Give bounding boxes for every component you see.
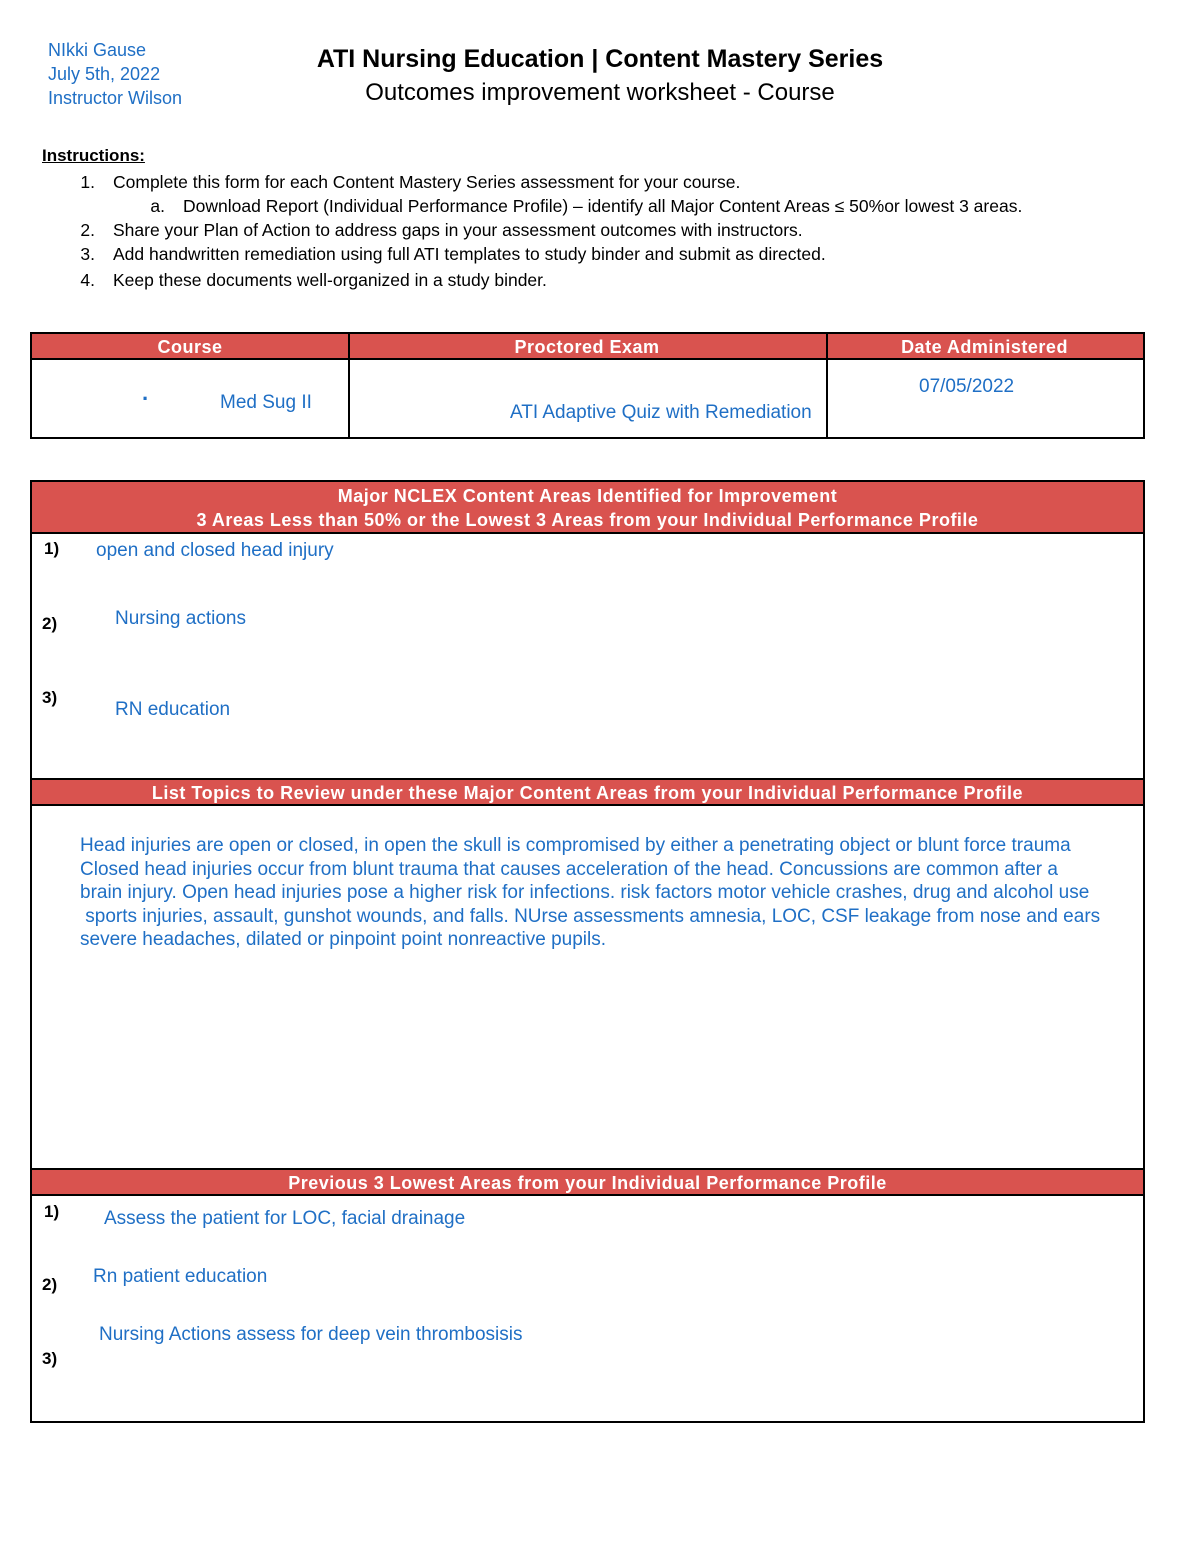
topics-line: severe headaches, dilated or pinpoint point nonreactive pupils. [80, 929, 607, 950]
exam-column-header: Proctored Exam [514, 337, 660, 357]
instructor-name: Instructor Wilson [48, 88, 183, 108]
previous-area-entry: Rn patient education [93, 1266, 268, 1287]
course-value: Med Sug II [220, 392, 312, 413]
topics-header: List Topics to Review under these Major Content Areas from your Individual Performance Profile [32, 778, 1143, 806]
column-divider [348, 334, 350, 437]
page-title: ATI Nursing Education | Content Mastery Series [316, 45, 884, 73]
instruction-text: Share your Plan of Action to address gaps in your assessment outcomes with instructors. [113, 220, 803, 240]
bullet-mark: · [142, 386, 150, 411]
content-areas-box [30, 480, 1145, 1423]
student-date: July 5th, 2022 [48, 64, 161, 84]
topics-line: Head injuries are open or closed, in open the skull is compromised by either a penetrating object or blunt force trauma [80, 835, 1071, 856]
instruction-number: 4. [80, 270, 95, 290]
major-area-number: 1) [44, 539, 60, 558]
major-areas-header-line1: Major NCLEX Content Areas Identified for Improvement [337, 486, 838, 506]
major-area-entry: RN education [115, 699, 231, 720]
course-column-header: Course [157, 337, 223, 357]
student-name: NIkki Gause [48, 40, 147, 60]
date-value: 07/05/2022 [919, 376, 1015, 397]
topics-line: Closed head injuries occur from blunt trauma that causes acceleration of the head. Concussions are common after a [80, 858, 1058, 880]
major-areas-header [32, 482, 1143, 534]
previous-header: Previous 3 Lowest Areas from your Individual Performance Profile [32, 1168, 1143, 1196]
major-area-number: 3) [42, 688, 58, 707]
previous-area-number: 2) [42, 1275, 58, 1294]
date-column-header: Date Administered [901, 337, 1068, 357]
page-subtitle: Outcomes improvement worksheet - Course [365, 79, 835, 106]
previous-area-number: 3) [42, 1349, 58, 1368]
previous-area-entry: Nursing Actions assess for deep vein thrombosisis [99, 1324, 523, 1345]
major-area-entry: Nursing actions [115, 608, 246, 629]
exam-table-header [32, 334, 1143, 360]
topics-text [80, 834, 1100, 952]
instruction-text: Download Report (Individual Performance Profile) – identify all Major Content Areas ≤ 50%or lowest 3 areas. [183, 196, 1023, 216]
column-divider [826, 334, 828, 437]
instructions-heading: Instructions: [42, 146, 145, 165]
exam-table [30, 332, 1145, 439]
instruction-number: a. [150, 196, 165, 216]
previous-area-number: 1) [44, 1202, 60, 1221]
major-area-entry: open and closed head injury [96, 540, 334, 561]
major-areas-header-line2: 3 Areas Less than 50% or the Lowest 3 Areas from your Individual Performance Profile [196, 510, 979, 530]
instruction-text: Complete this form for each Content Mastery Series assessment for your course. [113, 172, 741, 192]
major-area-number: 2) [42, 614, 58, 633]
exam-value: ATI Adaptive Quiz with Remediation [510, 402, 812, 423]
previous-area-entry: Assess the patient for LOC, facial drainage [104, 1208, 466, 1229]
topics-line: sports injuries, assault, gunshot wounds, and falls. NUrse assessments amnesia, LOC, CSF leakage from nose and ears [80, 905, 1101, 927]
instruction-number: 2. [80, 220, 95, 240]
topics-line: brain injury. Open head injuries pose a higher risk for infections. risk factors motor vehicle crashes, drug and alcohol use [80, 882, 1090, 903]
instruction-text: Add handwritten remediation using full ATI templates to study binder and submit as directed. [113, 244, 826, 264]
instruction-text: Keep these documents well-organized in a study binder. [113, 270, 547, 290]
instruction-number: 3. [80, 244, 95, 264]
instruction-number: 1. [80, 172, 95, 192]
